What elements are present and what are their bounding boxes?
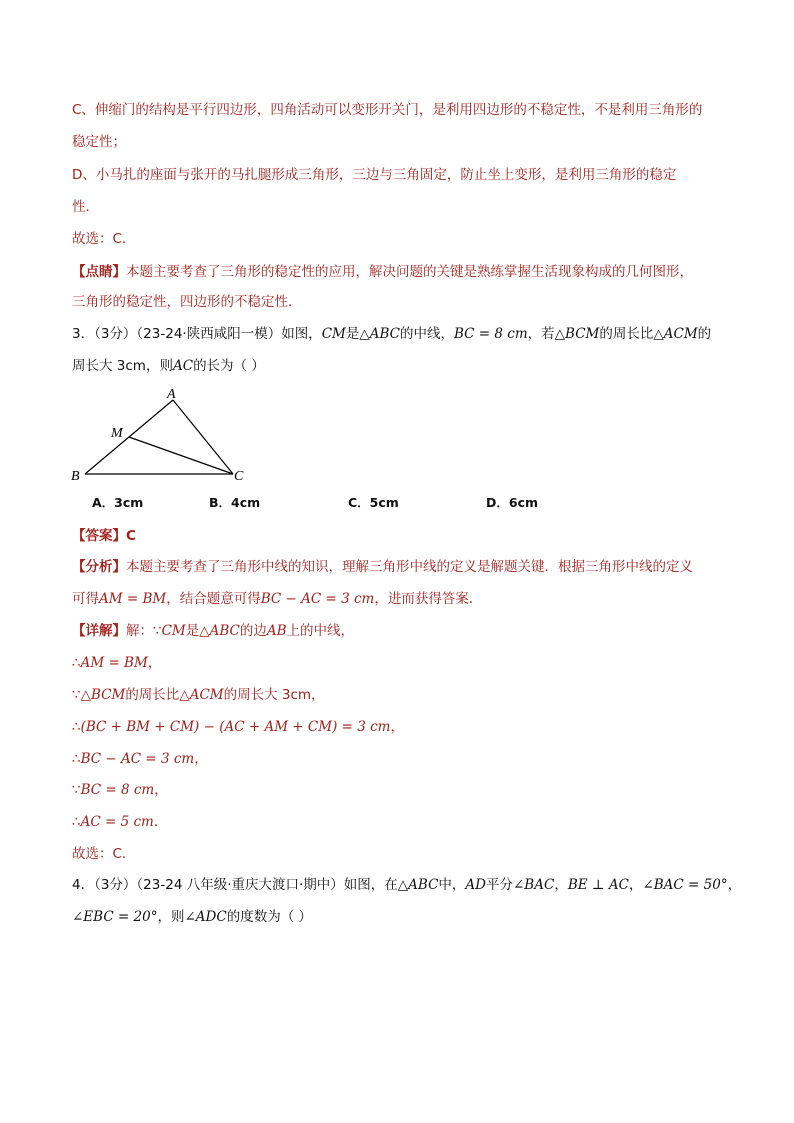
analysis-line-2 bbox=[72, 590, 482, 608]
analysis-2m1: AM = BM bbox=[99, 591, 167, 607]
question-3-line-2 bbox=[72, 357, 265, 375]
q4-m6: ∠EBC = 20° bbox=[72, 909, 158, 925]
label-c: C bbox=[234, 469, 244, 484]
analysis-2c: ，进而获得答案． bbox=[374, 591, 483, 607]
detail-1m3: AB bbox=[266, 623, 287, 639]
d3b: 的周长比 bbox=[125, 687, 180, 703]
d2m: AM = BM bbox=[80, 655, 148, 671]
q4-m1: △ABC bbox=[397, 877, 439, 893]
d6m: BC = 8 cm bbox=[80, 782, 155, 798]
option-b[interactable]: B．4cm bbox=[209, 495, 261, 510]
q3-line2-b: 的长为（ ） bbox=[193, 358, 265, 374]
solution-d-line-2: 性． bbox=[72, 199, 99, 215]
question-4-line-1 bbox=[72, 876, 741, 894]
q3-is: 是 bbox=[345, 326, 360, 342]
q4-m3: ∠BAC bbox=[513, 877, 555, 893]
label-m: M bbox=[111, 426, 123, 441]
solution-c-line-2: 稳定性； bbox=[72, 134, 126, 150]
detail-line-5 bbox=[72, 750, 208, 768]
answer-tag: 【答案】 bbox=[72, 528, 126, 544]
analysis-2m2: BC − AC = 3 cm bbox=[260, 591, 375, 607]
d7b: ． bbox=[153, 814, 168, 830]
detail-1m1: CM bbox=[161, 623, 186, 639]
option-a[interactable]: A．3cm bbox=[92, 495, 144, 510]
analysis-line-1 bbox=[72, 558, 693, 576]
analysis-text-1: 本题主要考查了三角形中线的知识，理解三角形中线的定义是解题关键．根据三角形中线的定义 bbox=[126, 559, 693, 575]
d7a: ∴ bbox=[72, 814, 81, 830]
q4-number: 4．（3分）（23-24 八年级·重庆大渡口·期中）如图，在 bbox=[72, 877, 398, 893]
detail-line-1 bbox=[72, 622, 354, 640]
q3-of: 的 bbox=[697, 326, 712, 342]
option-d[interactable]: D．6cm bbox=[486, 495, 539, 510]
d2a: ∴ bbox=[72, 655, 81, 671]
question-4-line-2 bbox=[72, 908, 312, 926]
detail-line-3 bbox=[72, 686, 325, 704]
q3-cm: CM bbox=[321, 326, 346, 342]
q4-c: ， bbox=[554, 877, 568, 893]
d5a: ∴ bbox=[72, 751, 81, 767]
detail-1m2: △ABC bbox=[199, 623, 240, 639]
option-c[interactable]: C．5cm bbox=[348, 495, 399, 510]
label-a: A bbox=[167, 387, 176, 402]
d6b: ， bbox=[154, 782, 168, 798]
detail-line-7 bbox=[72, 813, 167, 831]
d4b: ， bbox=[390, 719, 404, 735]
detail-1d: 上的中线， bbox=[286, 623, 355, 639]
q3-if: ，若 bbox=[527, 326, 555, 342]
q4-e: ， bbox=[727, 877, 742, 893]
d5b: ， bbox=[194, 751, 208, 767]
d2b: ， bbox=[147, 655, 162, 671]
q4-g: 的度数为（ ） bbox=[226, 909, 313, 925]
d3m1: △BCM bbox=[80, 687, 126, 703]
q3-bc-eq: BC = 8 cm bbox=[454, 326, 528, 342]
q3-perim-than: 的周长比 bbox=[599, 326, 654, 342]
detail-1c: 的边 bbox=[239, 623, 267, 639]
d3a: ∵ bbox=[72, 687, 81, 703]
q4-m5: ∠BAC = 50° bbox=[642, 877, 728, 893]
q4-m4: BE ⊥ AC bbox=[567, 877, 629, 893]
d4a: ∴ bbox=[72, 719, 81, 735]
detail-line-2 bbox=[72, 654, 161, 672]
q4-a: 中， bbox=[438, 877, 466, 893]
d7m: AC = 5 cm bbox=[80, 814, 154, 830]
analysis-2b: ，结合题意可得 bbox=[166, 591, 261, 607]
detail-1b: 是 bbox=[185, 623, 200, 639]
question-3-line-1 bbox=[72, 325, 711, 343]
comment-line-1 bbox=[72, 263, 693, 281]
q4-b: 平分 bbox=[486, 877, 513, 893]
q3-ac: AC bbox=[172, 358, 194, 374]
q3-number: 3．（3分）（23-24·陕西咸阳一模）如图， bbox=[72, 326, 322, 342]
triangle-figure bbox=[64, 382, 264, 486]
answer-value: C bbox=[126, 528, 136, 544]
analysis-2a: 可得 bbox=[72, 591, 99, 607]
q3-mid: 的中线， bbox=[400, 326, 454, 342]
d4m: (BC + BM + CM) − (AC + AM + CM) = 3 cm bbox=[80, 719, 391, 735]
comment-line-2: 三角形的稳定性，四边形的不稳定性． bbox=[72, 294, 302, 310]
d5m: BC − AC = 3 cm bbox=[80, 751, 195, 767]
solution-d-line-1: D、小马扎的座面与张开的马扎腿形成三角形，三边与三角固定，防止坐上变形，是利用三角形的稳定 bbox=[72, 167, 677, 183]
final-answer: 故选：C． bbox=[72, 846, 136, 862]
detail-tag: 【详解】 bbox=[72, 623, 126, 639]
q4-m2: AD bbox=[465, 877, 486, 893]
d3m2: △ACM bbox=[179, 687, 224, 703]
q4-m7: ∠ADC bbox=[184, 909, 227, 925]
detail-1a: 解：∵ bbox=[126, 623, 162, 639]
label-b: B bbox=[71, 469, 80, 484]
q4-d: ， bbox=[628, 877, 643, 893]
d6a: ∵ bbox=[72, 782, 81, 798]
solution-c-line-1: C、伸缩门的结构是平行四边形，四角活动可以变形开关门，是利用四边形的不稳定性，不是利用三角形的 bbox=[72, 102, 703, 118]
q3-tri-bcm: △BCM bbox=[554, 326, 600, 342]
analysis-tag: 【分析】 bbox=[72, 559, 126, 575]
comment-tag: 【点睛】 bbox=[72, 264, 126, 280]
q4-f: ，则 bbox=[157, 909, 185, 925]
previous-answer: 故选：C． bbox=[72, 231, 136, 247]
q3-tri-abc: △ABC bbox=[359, 326, 400, 342]
comment-text-1: 本题主要考查了三角形的稳定性的应用，解决问题的关键是熟练掌握生活现象构成的几何图形， bbox=[126, 264, 693, 280]
detail-line-6 bbox=[72, 781, 168, 799]
detail-line-4 bbox=[72, 718, 404, 736]
answer-line bbox=[72, 527, 136, 545]
d3c: 的周长大 3cm， bbox=[223, 687, 325, 703]
q3-line2-a: 周长大 3cm，则 bbox=[72, 358, 173, 374]
q3-tri-acm: △ACM bbox=[653, 326, 698, 342]
